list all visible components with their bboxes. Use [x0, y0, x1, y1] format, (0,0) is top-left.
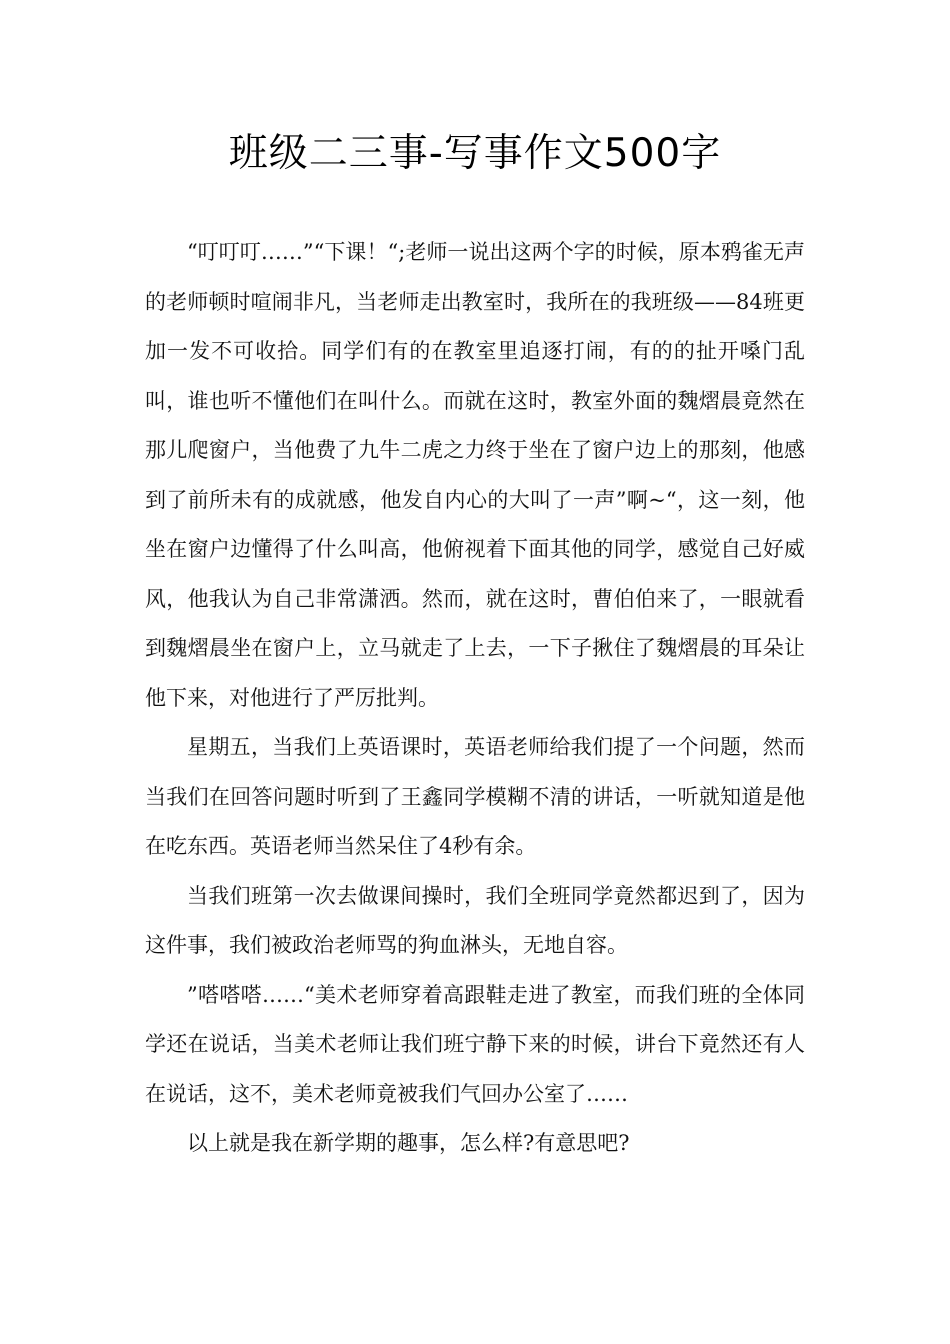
paragraph-3: 当我们班第一次去做课间操时，我们全班同学竟然都迟到了，因为这件事，我们被政治老师骂的狗血淋头，无地自容。 [145, 883, 805, 957]
document-body [145, 228, 805, 1169]
document-title: 班级二三事-写事作文500字 [228, 131, 722, 176]
paragraph-4: ”嗒嗒嗒……“美术老师穿着高跟鞋走进了教室，而我们班的全体同学还在说话，当美术老师让我们班宁静下来的时候，讲台下竟然还有人在说话，这不，美术老师竟被我们气回办公室了…… [145, 982, 805, 1106]
paragraph-1: “叮叮叮……”“下课！“;老师一说出这两个字的时候，原本鸦雀无声的老师顿时喧闹非凡，当老师走出教室时，我所在的我班级——84班更加一发不可收拾。同学们有的在教室里追逐打闹，有的的扯开嗓门乱叫，谁也听不懂他们在叫什么。而就在这时，教室外面的魏熠晨竟然在那儿爬窗户，当他费了九牛二虎之力终于坐在了窗户边上的那刻，他感到了前所未有的成就感，他发自内心的大叫了一声”啊~“，这一刻，他坐在窗户边懂得了什么叫高，他俯视着下面其他的同学，感觉自己好威风，他我认为自己非常潇洒。然而，就在这时，曹伯伯来了，一眼就看到魏熠晨坐在窗户上，立马就走了上去，一下子揪住了魏熠晨的耳朵让他下来，对他进行了严厉批判。 [145, 240, 805, 710]
paragraph-2: 星期五，当我们上英语课时，英语老师给我们提了一个问题，然而当我们在回答问题时听到了王鑫同学模糊不清的讲话，一听就知道是他在吃东西。英语老师当然呆住了4秒有余。 [145, 735, 805, 858]
paragraph-5: 以上就是我在新学期的趣事，怎么样?有意思吧? [187, 1131, 630, 1155]
